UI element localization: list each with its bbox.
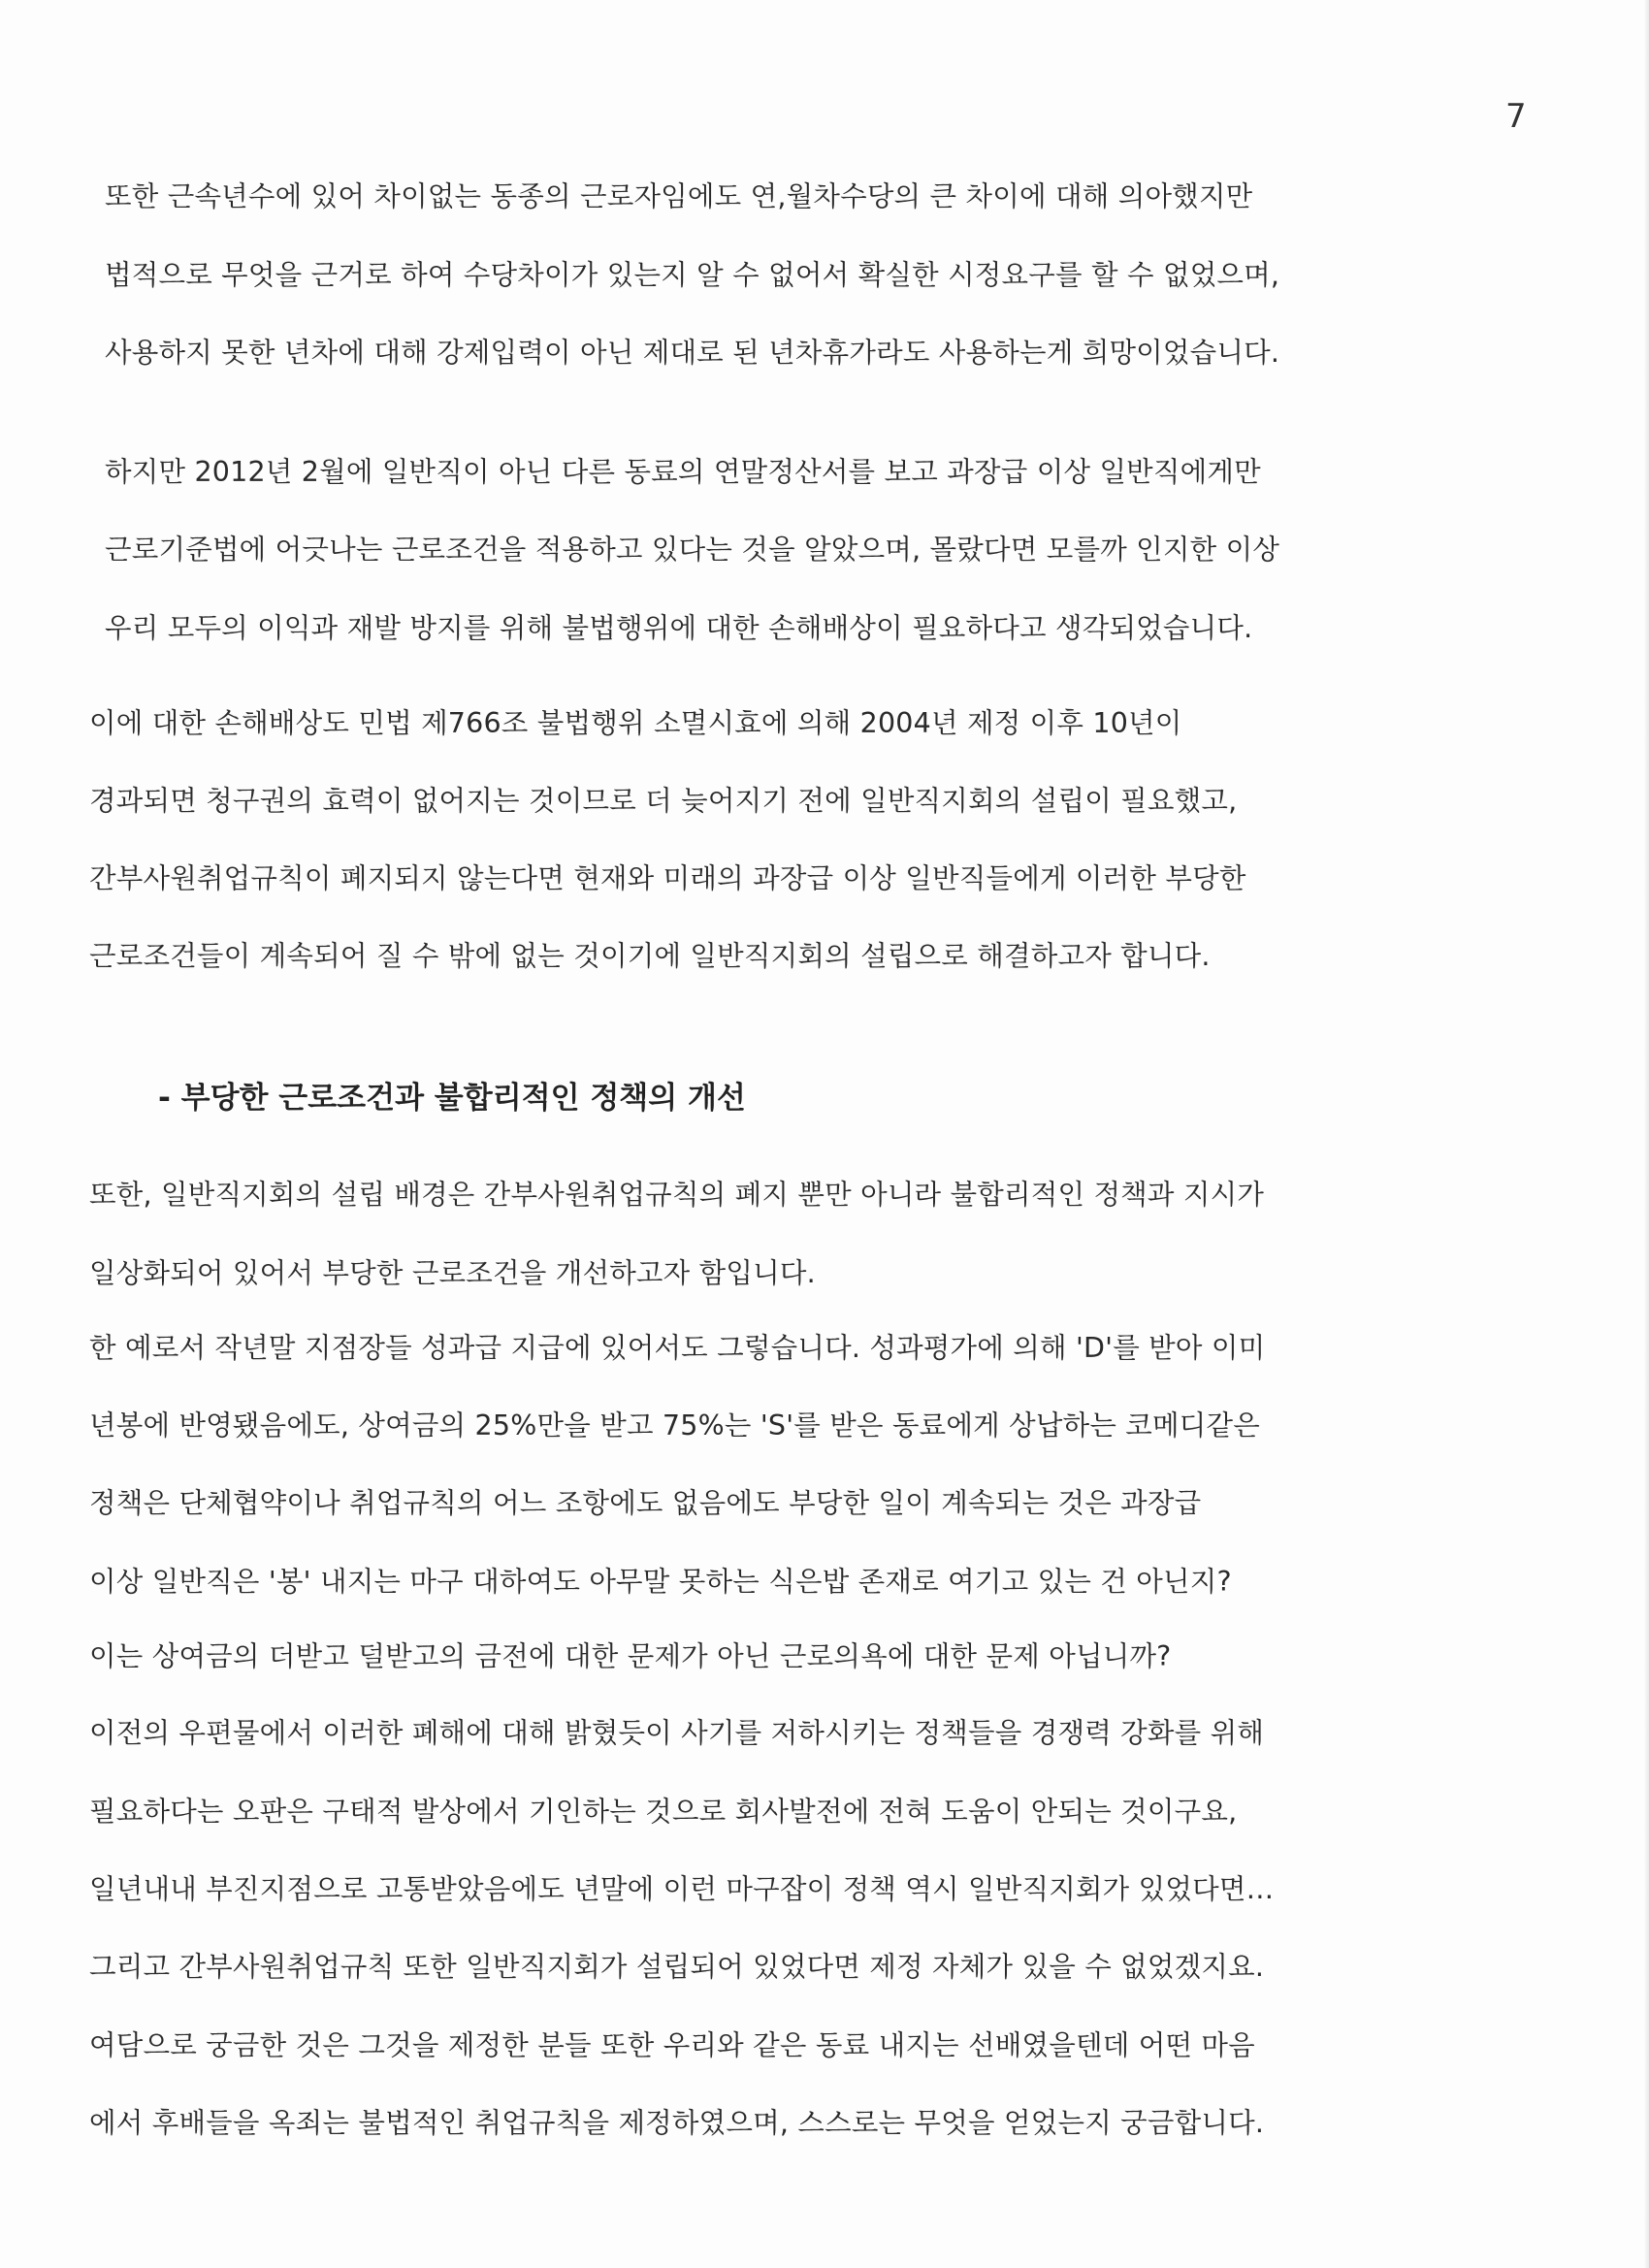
paragraph4-line-8: 이전의 우편물에서 이러한 폐해에 대해 밝혔듯이 사기를 저하시키는 정책들을 경쟁력 강화를 위해 — [89, 1717, 1265, 1749]
paragraph4-line-12: 여담으로 궁금한 것은 그것을 제정한 분들 또한 우리와 같은 동료 내지는 선배였을텐데 어떤 마음 — [89, 2029, 1255, 2061]
paragraph1-line-3: 사용하지 못한 년차에 대해 강제입력이 아닌 제대로 된 년차휴가라도 사용하는게 희망이었습니다. — [105, 337, 1280, 369]
paragraph4-line-2: 일상화되어 있어서 부당한 근로조건을 개선하고자 함입니다. — [89, 1257, 816, 1289]
paragraph3-line-4: 근로조건들이 계속되어 질 수 밖에 없는 것이기에 일반직지회의 설립으로 해결하고자 합니다. — [89, 940, 1211, 972]
scan-edge-shadow — [1643, 0, 1649, 2268]
section-heading: - 부당한 근로조건과 불합리적인 정책의 개선 — [158, 1081, 746, 1116]
paragraph4-line-5: 정책은 단체협약이나 취업규칙의 어느 조항에도 없음에도 부당한 일이 계속되는 것은 과장급 — [89, 1487, 1202, 1519]
paragraph1-line-2: 법적으로 무엇을 근거로 하여 수당차이가 있는지 알 수 없어서 확실한 시정요구를 할 수 없었으며, — [105, 259, 1280, 291]
paragraph4-line-9: 필요하다는 오판은 구태적 발상에서 기인하는 것으로 회사발전에 전혀 도움이 안되는 것이구요, — [89, 1796, 1238, 1828]
paragraph4-line-11: 그리고 간부사원취업규칙 또한 일반직지회가 설립되어 있었다면 제정 자체가 있을 수 없었겠지요. — [89, 1951, 1265, 1983]
paragraph4-line-3: 한 예로서 작년말 지점장들 성과급 지급에 있어서도 그렇습니다. 성과평가에 의해 'D'를 받아 이미 — [89, 1332, 1266, 1364]
paragraph4-line-1: 또한, 일반직지회의 설립 배경은 간부사원취업규칙의 폐지 뿐만 아니라 불합리적인 정책과 지시가 — [89, 1179, 1265, 1211]
paragraph4-line-10: 일년내내 부진지점으로 고통받았음에도 년말에 이런 마구잡이 정책 역시 일반직지회가 있었다면… — [89, 1873, 1275, 1905]
paragraph4-line-7: 이는 상여금의 더받고 덜받고의 금전에 대한 문제가 아닌 근로의욕에 대한 문제 아닙니까? — [89, 1640, 1172, 1672]
paragraph4-line-13: 에서 후배들을 옥죄는 불법적인 취업규칙을 제정하였으며, 스스로는 무엇을 얻었는지 궁금합니다. — [89, 2107, 1265, 2139]
paragraph3-line-2: 경과되면 청구권의 효력이 없어지는 것이므로 더 늦어지기 전에 일반직지회의 설립이 필요했고, — [89, 785, 1238, 817]
paragraph1-line-1: 또한 근속년수에 있어 차이없는 동종의 근로자임에도 연,월차수당의 큰 차이에 대해 의아했지만 — [105, 180, 1253, 212]
paragraph3-line-3: 간부사원취업규칙이 폐지되지 않는다면 현재와 미래의 과장급 이상 일반직들에게 이러한 부당한 — [89, 862, 1246, 894]
page-number: 7 — [1505, 97, 1527, 136]
paragraph2-line-1: 하지만 2012년 2월에 일반직이 아닌 다른 동료의 연말정산서를 보고 과장급 이상 일반직에게만 — [105, 456, 1261, 488]
paragraph4-line-4: 년봉에 반영됐음에도, 상여금의 25%만을 받고 75%는 'S'를 받은 동료에게 상납하는 코메디같은 — [89, 1409, 1260, 1442]
paragraph4-line-6: 이상 일반직은 '봉' 내지는 마구 대하여도 아무말 못하는 식은밥 존재로 여기고 있는 건 아닌지? — [89, 1566, 1232, 1598]
paragraph2-line-3: 우리 모두의 이익과 재발 방지를 위해 불법행위에 대한 손해배상이 필요하다고 생각되었습니다. — [105, 612, 1253, 644]
paragraph2-line-2: 근로기준법에 어긋나는 근로조건을 적용하고 있다는 것을 알았으며, 몰랐다면 모를까 인지한 이상 — [105, 534, 1280, 566]
paragraph3-line-1: 이에 대한 손해배상도 민법 제766조 불법행위 소멸시효에 의해 2004년 제정 이후 10년이 — [89, 707, 1182, 739]
